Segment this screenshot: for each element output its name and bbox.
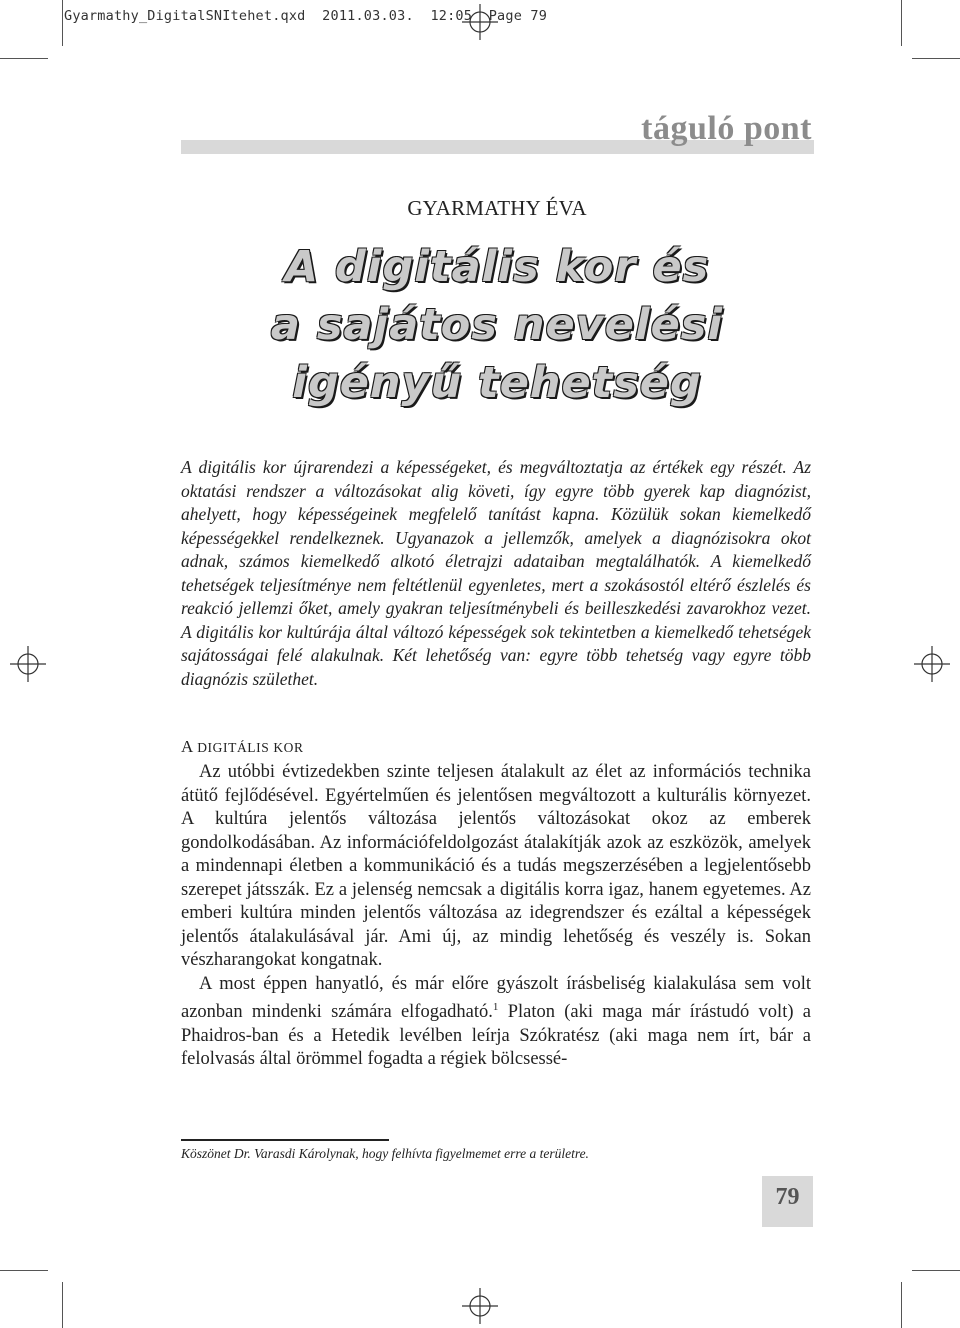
crop-mark-bottom-right-h — [912, 1270, 960, 1271]
section-heading-initial: A — [181, 737, 193, 756]
crop-mark-bottom-left-v — [62, 1282, 63, 1328]
section-heading — [181, 737, 304, 757]
section-label: táguló pont — [641, 110, 812, 147]
slug-page-word: Page — [488, 8, 523, 24]
slug-page: 79 — [530, 8, 548, 24]
registration-mark-right — [914, 646, 950, 682]
body-paragraph — [181, 973, 811, 1072]
body-paragraph-text: A most éppen hanyatló, és már előre gyászolt írásbeliség kialakulása sem volt azonban mindenki számára elfogadható. — [181, 973, 811, 1023]
footnote-reference: 1 — [492, 1001, 499, 1013]
title-line: a sajátos nevelési — [270, 300, 724, 350]
crop-mark-top-right-h — [912, 58, 960, 59]
crop-mark-bottom-left-h — [0, 1270, 48, 1271]
section-heading-rest: DIGITÁLIS KOR — [197, 740, 304, 755]
slug-time: 12:05 — [430, 8, 473, 24]
article-author: GYARMATHY ÉVA — [407, 196, 587, 220]
registration-mark-top — [462, 4, 498, 40]
footnote: Köszönet Dr. Varasdi Károlynak, hogy felhívta figyelmemet erre a területre. — [181, 1146, 589, 1161]
body-paragraph: Az utóbbi évtizedekben szinte teljesen átalakult az élet az információs technika átütő fejlődésével. Egyértelműen és jelentősen megváltozott a kulturális környezet. A kultúra jelentős változása jelentős változásokat okoz az emberek gondolkodásában. Az információfeldolgozást átalakítják azok az eszközök, amelyek a mindennapi életben a kommunikáció és a tudás megszerzésében a legjelentősebb szerepet játsszák. Ez a jelenség nemcsak a digitális korra igaz, hanem egyetemes. Az emberi kultúra minden jelentős változása az idegrendszer és ezáltal a képességek jelentős átalakulásával jár. Ami új, az mindig lehetőség és veszély is. Sokan vészharangokat kongatnak. — [181, 762, 811, 970]
title-line: A digitális kor és — [284, 242, 710, 292]
article-lead: A digitális kor újrarendezi a képességeket, és megváltoztatja az értékek egy részét. Az oktatási rendszer a változásokat alig követi, így egyre több gyerek kap diagnózist, ahelyett, hogy képességeinek megfelelő tanítást kapna. Közülük sokan kiemelkedő képességekkel rendelkeznek. Ugyanazok a jellemzők, amelyek a diagnózisokra okot adnak, számos kiemelkedő alkotó életrajzi adataiban megtalálhatók. A kiemelkedő tehetségek teljesítménye nem feltétlenül egyenletes, mert a szokásostól eltérő észlelés és reakció jellemzi őket, amely gyakran teljesítménybeli és beilleszkedési zavarokhoz vezet. A digitális kor kultúrája által változó képességek sok tekintetben a kiemelkedő tehetségek sajátosságai felé alakulnak. Két lehetőség van: egyre több tehetség vagy egyre több diagnózis születhet. — [181, 457, 811, 689]
crop-mark-top-left-v — [62, 0, 63, 46]
footnote-rule — [181, 1139, 389, 1141]
article-body — [181, 761, 811, 1072]
body-paragraph-text: Platon (aki maga már írástudó volt) a Phaidros-ban és a Hetedik levélben leírja Szókratész (aki maga nem írt, bár a felolvasás által örömmel fogadta a régiek bölcsessé- — [181, 1002, 811, 1070]
title-line: igényű tehetség — [292, 358, 702, 408]
crop-mark-top-right-v — [901, 0, 902, 46]
page-number: 79 — [775, 1184, 800, 1210]
registration-mark-bottom — [462, 1288, 498, 1324]
crop-mark-top-left-h — [0, 58, 48, 59]
crop-mark-bottom-right-v — [901, 1282, 902, 1328]
article-title — [0, 238, 960, 412]
slug-file: Gyarmathy_DigitalSNItehet.qxd — [64, 8, 306, 24]
slug-date: 2011.03.03. — [322, 8, 414, 24]
registration-mark-left — [10, 646, 46, 682]
